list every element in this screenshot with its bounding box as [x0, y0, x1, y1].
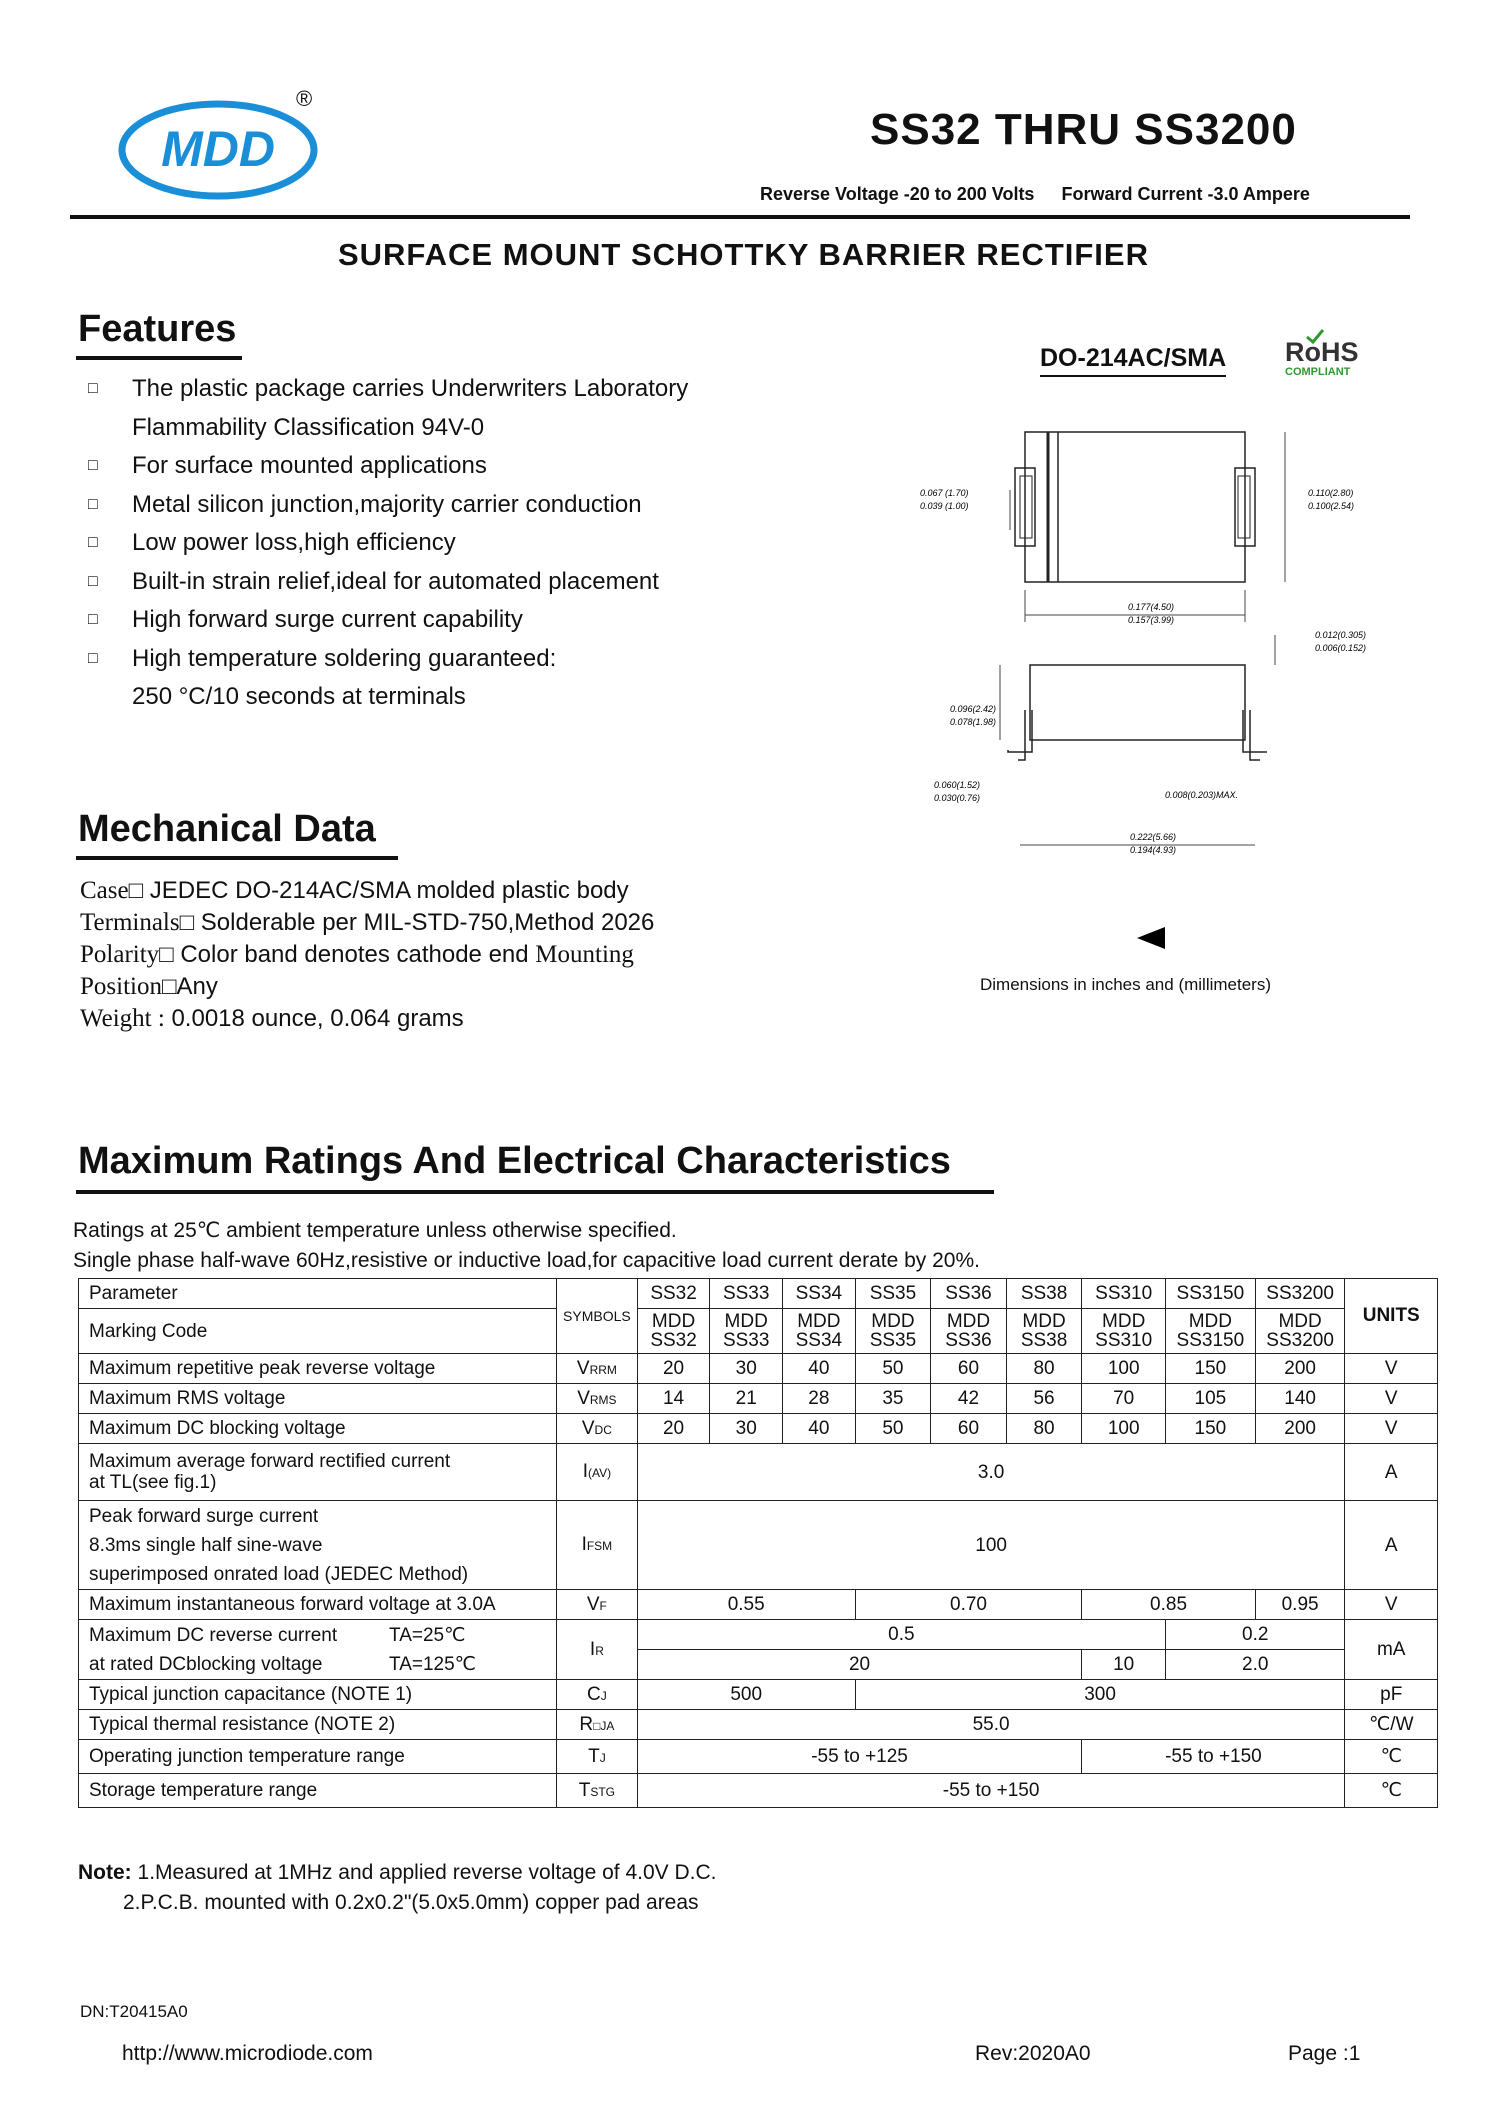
dim-label: 0.110(2.80) [1308, 488, 1354, 498]
features-underline [76, 356, 242, 360]
ratings-note-2: Single phase half-wave 60Hz,resistive or inductive load,for capacitive load current derate by 20%. [73, 1249, 980, 1272]
table-row: Maximum repetitive peak reverse voltage VRRM 20 30 40 50 60 80 100 150 200 V [79, 1354, 1438, 1384]
rohs-badge: RoHS COMPLIANT [1285, 338, 1365, 386]
document-title: SURFACE MOUNT SCHOTTKY BARRIER RECTIFIER [337, 237, 1149, 272]
document-number: DN:T20415A0 [80, 2002, 188, 2021]
table-row: Peak forward surge current 8.3ms single half sine-wave superimposed onrated load (JEDEC Method) IFSM 100 A [79, 1501, 1438, 1590]
ratings-underline [76, 1190, 994, 1194]
ratings-summary [760, 184, 1332, 205]
ratings-note-1: Ratings at 25℃ ambient temperature unless otherwise specified. [73, 1219, 677, 1242]
table-row: Typical junction capacitance (NOTE 1) CJ 500 300 pF [79, 1680, 1438, 1710]
list-item: □ High temperature soldering guaranteed: [88, 644, 557, 672]
mechanical-heading: Mechanical Data [78, 808, 376, 850]
dim-label: 0.030(0.76) [934, 793, 981, 803]
mdd-logo [118, 100, 318, 200]
table-row: Parameter SYMBOLS SS32 SS33 SS34 SS35 SS36 SS38 SS310 SS3150 SS3200 UNITS [79, 1279, 1438, 1309]
package-drawing [920, 410, 1380, 860]
svg-text:MDD: MDD [161, 121, 275, 177]
list-item: Flammability Classification 94V-0 [132, 413, 485, 441]
table-row: Maximum DC blocking voltage VDC 20 30 40 50 60 80 100 150 200 V [79, 1414, 1438, 1444]
list-item: □ Built-in strain relief,ideal for automated placement [88, 567, 659, 595]
ratings-heading: Maximum Ratings And Electrical Characteristics [78, 1140, 951, 1182]
table-row: Maximum DC reverse current TA=25℃ at rated DCblocking voltage TA=125℃ IR 0.5 0.2 mA [79, 1620, 1438, 1650]
dim-label: 0.194(4.93) [1130, 845, 1177, 855]
dim-label: 0.100(2.54) [1308, 501, 1355, 511]
header-divider [70, 215, 1410, 219]
dim-label: 0.008(0.203)MAX. [1165, 790, 1239, 800]
list-item: 250 °C/10 seconds at terminals [132, 683, 466, 710]
notes: Note: 1.Measured at 1MHz and applied reverse voltage of 4.0V D.C. 2.P.C.B. mounted with 0.2x0.2"(5.0x5.0mm) copper pad areas [78, 1861, 717, 1914]
features-list [88, 370, 688, 717]
forward-current: Forward Current -3.0 Ampere [1061, 184, 1310, 204]
list-item: □ The plastic package carries Underwriters Laboratory [88, 375, 689, 402]
revision: Rev:2020A0 [975, 2042, 1091, 2065]
cathode-arrow-icon [1135, 925, 1167, 951]
table-row: Typical thermal resistance (NOTE 2) R□JA 55.0 ℃/W [79, 1710, 1438, 1740]
dim-label: 0.067 (1.70) [920, 488, 969, 498]
list-item: □ High forward surge current capability [88, 606, 523, 633]
table-row: Operating junction temperature range TJ -55 to +125 -55 to +150 ℃ [79, 1740, 1438, 1774]
table-row: Marking Code MDD SS32 MDD SS33 MDD SS34 MDD SS35 MDD SS36 MDD SS38 MDD SS310 MDD SS3150 MDD SS3200 [79, 1309, 1438, 1354]
reverse-voltage: Reverse Voltage -20 to 200 Volts [760, 184, 1035, 204]
dim-label: 0.006(0.152) [1315, 643, 1367, 653]
mechanical-data: Case□ JEDEC DO-214AC/SMA molded plastic body Terminals□ Solderable per MIL-STD-750,Method 2026 Polarity□ Color band denotes cathode end Mounting Position□Any Weight : 0.0018 ounce, 0.064 grams [80, 877, 655, 1032]
dim-label: 0.157(3.99) [1128, 615, 1175, 625]
features-heading: Features [78, 308, 237, 350]
package-label: DO-214AC/SMA [1040, 344, 1226, 377]
list-item: □ Metal silicon junction,majority carrier conduction [88, 490, 642, 518]
dim-label: 0.012(0.305) [1315, 630, 1367, 640]
registered-mark: ® [296, 86, 313, 111]
dim-label: 0.222(5.66) [1130, 832, 1177, 842]
characteristics-table [78, 1278, 1438, 1808]
mechanical-underline [76, 856, 398, 860]
list-item: □ For surface mounted applications [88, 452, 487, 479]
list-item: □ Low power loss,high efficiency [88, 529, 456, 556]
website-link[interactable]: http://www.microdiode.com [122, 2042, 373, 2065]
dim-label: 0.177(4.50) [1128, 602, 1175, 612]
dim-label: 0.039 (1.00) [920, 501, 969, 511]
table-row: Maximum average forward rectified current at TL(see fig.1) I(AV) 3.0 A [79, 1444, 1438, 1501]
checkmark-icon [1305, 328, 1325, 344]
dimensions-note: Dimensions in inches and (millimeters) [980, 975, 1271, 994]
dim-label: 0.078(1.98) [950, 717, 997, 727]
dim-label: 0.060(1.52) [934, 780, 981, 790]
page-title: SS32 THRU SS3200 [870, 105, 1297, 154]
table-row: Maximum instantaneous forward voltage at 3.0A VF 0.55 0.70 0.85 0.95 V [79, 1590, 1438, 1620]
table-row: 20 10 2.0 [79, 1650, 1438, 1680]
dim-label: 0.096(2.42) [950, 704, 997, 714]
table-row: Maximum RMS voltage VRMS 14 21 28 35 42 56 70 105 140 V [79, 1384, 1438, 1414]
page-number: Page :1 [1288, 2042, 1361, 2065]
table-row: Storage temperature range TSTG -55 to +150 ℃ [79, 1774, 1438, 1808]
